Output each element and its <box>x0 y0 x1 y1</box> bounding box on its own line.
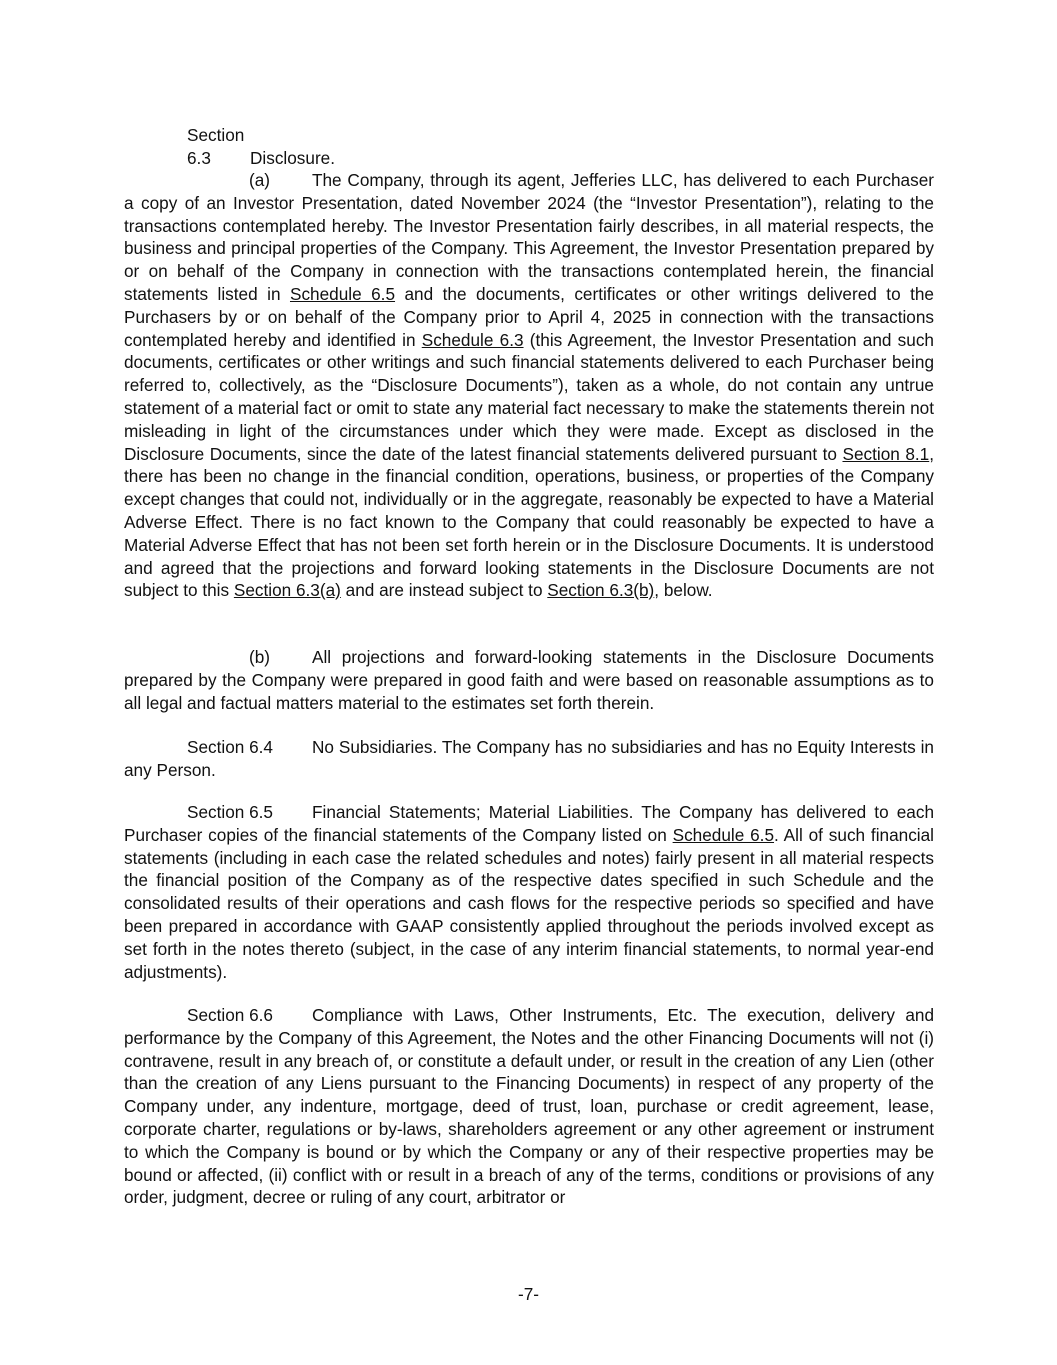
section-6-3-paragraph-a <box>124 169 934 602</box>
section-title: Disclosure. <box>250 147 336 168</box>
section-6-3-heading <box>124 124 934 170</box>
cross-reference-link: Section 6.3(a) <box>233 580 341 601</box>
paragraph-text: The Company, through its agent, Jefferies LLC, has delivered to each Purchaser a copy of an Investor Presentation, dated November 2024 (the “Investor Presentation”), relating to the transactions contemplated hereby. The Investor Presentation fairly describes, in all material respects, the business and principal properties of the Company. This Agreement, the Investor Presentation prepared by or on behalf of the Company in connection with the transactions contemplated herein, the financial statements listed in <box>124 170 934 304</box>
cross-reference-link: Schedule 6.3 <box>421 329 524 350</box>
section-title: Compliance with Laws, Other Instruments, Etc <box>312 1005 693 1025</box>
cross-reference-link: Schedule 6.5 <box>672 824 775 845</box>
section-text: . All of such financial statements (including in each case the related schedules and notes) fairly present in all material respects the financial position of the Company as of the respective dates specified in such Schedule and the consolidated results of their operations and cash flows for the respective periods so specified and have been prepared in accordance with GAAP consistently applied throughout the periods involved except as set forth in the notes thereto (subject, in the case of any interim financial statements, to normal year-end adjustments). <box>124 824 934 982</box>
paragraph-text: , below. <box>654 580 713 601</box>
section-6-6 <box>124 1004 934 1209</box>
paragraph-text: and are instead subject to <box>340 580 548 601</box>
section-text: . The Company has delivered to each Purchaser copies of the financial statements of the Company listed on <box>124 802 935 845</box>
section-title: No Subsidiaries <box>312 737 433 757</box>
section-text: . The Company has no subsidiaries and has no Equity Interests in any Person. <box>124 737 934 780</box>
section-6-3-paragraph-b <box>124 646 934 714</box>
paragraph-text: All projections and forward-looking statements in the Disclosure Documents prepared by the Company were prepared in good faith and were based on reasonable assumptions as to all legal and factual matters material to the estimates set forth therein. <box>124 647 934 713</box>
section-number: Section 6.5 <box>187 802 273 822</box>
cross-reference-link: Schedule 6.5 <box>289 283 396 304</box>
section-number: Section 6.6 <box>187 1005 273 1025</box>
section-text: . The execution, delivery and performance by the Company of this Agreement, the Notes and the other Financing Documents will not (i) contravene, result in any breach of, or constitute a default under, or result in the creation of any Lien (other than the creation of any Liens pursuant to the Financing Documents) in respect of any property of the Company under, any indenture, mortgage, deed of trust, loan, purchase or credit agreement, lease, corporate charter, regulations or by-laws, shareholders agreement or any other agreement or instrument to which the Company is bound or by which the Company or any of their respective properties may be bound or affected, (ii) conflict with or result in a breach of any of the terms, conditions or provisions of any order, judgment, decree or ruling of any court, arbitrator or <box>124 1005 935 1208</box>
paragraph-label: (b) <box>249 647 271 667</box>
paragraph-label: (a) <box>249 170 271 190</box>
page-number: -7- <box>517 1284 539 1304</box>
cross-reference-link: Section 6.3(b) <box>547 580 655 601</box>
paragraph-text: and the documents, certificates or other writings delivered to the Purchasers by or on behalf of the Company prior to April 4, 2025 in connection with the transactions contemplated hereby and identified in <box>124 283 934 350</box>
paragraph-text: (this Agreement, the Investor Presentation and such documents, certificates or other writings and such financial statements delivered to each Purchaser being referred to, collectively, as the “Disclosure Documents”), taken as a whole, do not contain any untrue statement of a material fact or omit to state any material fact necessary to make the statements therein not misleading in light of the circumstances under which they were made. Except as disclosed in the Disclosure Documents, since the date of the latest financial statements delivered pursuant to <box>124 329 934 464</box>
section-number: Section 6.3 <box>187 125 245 168</box>
section-6-5 <box>124 801 934 983</box>
section-title: Financial Statements; Material Liabilities <box>312 802 629 822</box>
cross-reference-link: Section 8.1 <box>842 443 930 464</box>
paragraph-text: , there has been no change in the financial condition, operations, business, or properties of the Company except changes that could not, individually or in the aggregate, reasonably be expected to have a Material Adverse Effect. There is no fact known to the Company that could reasonably be expected to have a Material Adverse Effect that has not been set forth herein or in the Disclosure Documents. It is understood and agreed that the projections and forward looking statements in the Disclosure Documents are not subject to this <box>124 443 934 601</box>
section-number: Section 6.4 <box>187 737 273 757</box>
section-6-4 <box>124 736 934 782</box>
